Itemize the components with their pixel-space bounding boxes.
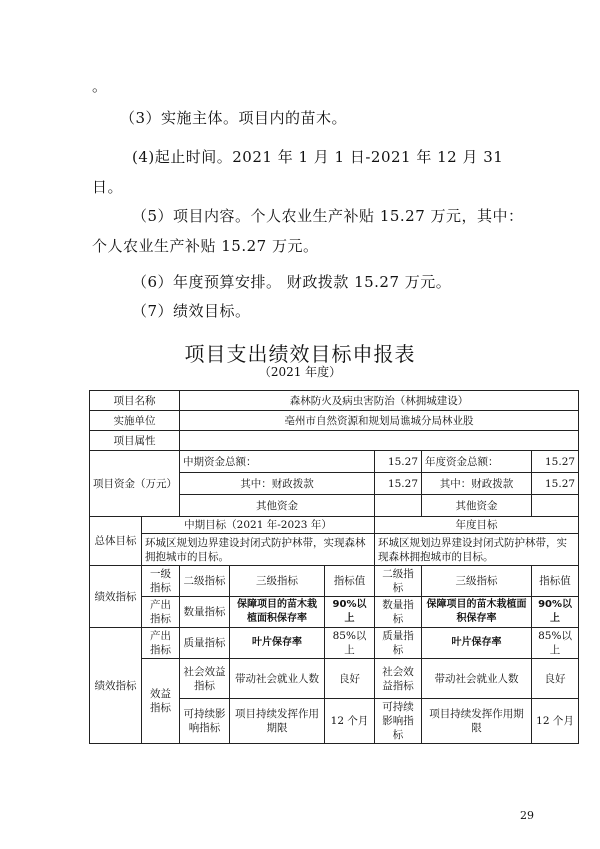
cell-level2: 二级指标 bbox=[180, 566, 230, 597]
cell-year-quantity: 数量指标 bbox=[375, 597, 422, 628]
cell-mid-fiscal-label: 其中：财政拨款 bbox=[180, 473, 375, 495]
cell-sustain-val: 12 个月 bbox=[325, 699, 375, 744]
cell-year-sustain-val: 12 个月 bbox=[532, 699, 579, 744]
performance-table bbox=[89, 390, 579, 744]
cell-year-quantity-val: 90%以上 bbox=[532, 597, 579, 628]
cell-year-quality-val: 85%以上 bbox=[532, 628, 579, 659]
cell-mid-total: 15.27 bbox=[375, 451, 422, 473]
cell-output: 产出指标 bbox=[142, 597, 180, 628]
cell-mid-goal: 环城区规划边界建设封闭式防护林带，实现森林拥抱城市的目标。 bbox=[142, 534, 375, 566]
cell-year-fiscal-label: 其中：财政拨款 bbox=[422, 473, 532, 495]
table-subtitle: （2021 年度） bbox=[258, 365, 342, 379]
paragraph-3: 日。 bbox=[92, 178, 124, 196]
cell-year-other-label: 其他资金 bbox=[422, 495, 532, 517]
cell-level3: 三级指标 bbox=[230, 566, 325, 597]
paragraph-5: 个人农业生产补贴 15.27 万元。 bbox=[92, 237, 319, 255]
cell-sustain-ind: 项目持续发挥作用期限 bbox=[230, 699, 325, 744]
cell-mid-fiscal: 15.27 bbox=[375, 473, 422, 495]
cell-attr bbox=[180, 431, 579, 451]
cell-year-value: 指标值 bbox=[532, 566, 579, 597]
cell-mid-other-label: 其他资金 bbox=[180, 495, 375, 517]
cell-quantity-val: 90%以上 bbox=[325, 597, 375, 628]
table-row bbox=[90, 391, 579, 411]
table-row bbox=[90, 566, 579, 597]
cell-year-level2: 二级指标 bbox=[375, 566, 422, 597]
table-row bbox=[90, 517, 579, 534]
cell-quality-val: 85%以上 bbox=[325, 628, 375, 659]
cell-value: 指标值 bbox=[325, 566, 375, 597]
cell-mid-total-label: 中期资金总额： bbox=[180, 451, 375, 473]
cell-project-name-label: 项目名称 bbox=[90, 391, 180, 411]
paragraph-7: （7）绩效目标。 bbox=[132, 302, 251, 320]
cell-year-social-ind: 带动社会就业人数 bbox=[422, 659, 532, 699]
cell-year-fiscal: 15.27 bbox=[532, 473, 579, 495]
paragraph-1: （3）实施主体。项目内的苗木。 bbox=[120, 109, 348, 127]
cell-mid-goal-label: 中期目标（2021 年-2023 年） bbox=[142, 517, 375, 534]
cell-quantity: 数量指标 bbox=[180, 597, 230, 628]
cell-year-sustain-ind: 项目持续发挥作用期限 bbox=[422, 699, 532, 744]
cell-benefit: 效益指标 bbox=[142, 659, 180, 744]
table-row bbox=[90, 451, 579, 473]
cell-year-social-val: 良好 bbox=[532, 659, 579, 699]
cell-quality-ind: 叶片保存率 bbox=[230, 628, 325, 659]
table-row bbox=[90, 597, 579, 628]
cell-social-val: 良好 bbox=[325, 659, 375, 699]
cell-unit-label: 实施单位 bbox=[90, 411, 180, 431]
table-row bbox=[90, 534, 579, 566]
cell-perf-label: 绩效指标 bbox=[90, 566, 142, 628]
paragraph-2: (4)起止时间。2021 年 1 月 1 日-2021 年 12 月 31 bbox=[132, 148, 504, 166]
cell-project-name: 森林防火及病虫害防治（林拥城建设） bbox=[180, 391, 579, 411]
cell-output-2: 产出指标 bbox=[142, 628, 180, 659]
cell-year-goal: 环城区规划边界建设封闭式防护林带，实现森林拥抱城市的目标。 bbox=[375, 534, 579, 566]
cell-perf-label-2: 绩效指标 bbox=[90, 628, 142, 744]
cell-sustain: 可持续影响指标 bbox=[180, 699, 230, 744]
table-row bbox=[90, 431, 579, 451]
cell-year-level3: 三级指标 bbox=[422, 566, 532, 597]
paragraph-4: （5）项目内容。个人农业生产补贴 15.27 万元，其中： bbox=[132, 207, 524, 225]
cell-year-quality-ind: 叶片保存率 bbox=[422, 628, 532, 659]
cell-social-ind: 带动社会就业人数 bbox=[230, 659, 325, 699]
cell-year-total-label: 年度资金总额： bbox=[422, 451, 532, 473]
cell-year-total: 15.27 bbox=[532, 451, 579, 473]
cell-year-sustain: 可持续影响指标 bbox=[375, 699, 422, 744]
cell-year-social: 社会效益指标 bbox=[375, 659, 422, 699]
cell-quantity-ind: 保障项目的苗木栽植面积保存率 bbox=[230, 597, 325, 628]
cell-overall-label: 总体目标 bbox=[90, 517, 142, 566]
cell-social: 社会效益指标 bbox=[180, 659, 230, 699]
page-number: 29 bbox=[520, 809, 534, 822]
cell-year-other bbox=[532, 495, 579, 517]
cell-mid-other bbox=[375, 495, 422, 517]
table-row bbox=[90, 628, 579, 659]
cell-funds-label: 项目资金（万元） bbox=[90, 451, 180, 517]
table-row bbox=[90, 659, 579, 699]
cell-year-goal-label: 年度目标 bbox=[375, 517, 579, 534]
cell-year-quantity-ind: 保障项目的苗木栽植面积保存率 bbox=[422, 597, 532, 628]
cell-attr-label: 项目属性 bbox=[90, 431, 180, 451]
cell-quality: 质量指标 bbox=[180, 628, 230, 659]
cell-unit: 亳州市自然资源和规划局谯城分局林业股 bbox=[180, 411, 579, 431]
table-title: 项目支出绩效目标申报表 bbox=[184, 342, 416, 366]
cell-year-quality: 质量指标 bbox=[375, 628, 422, 659]
cell-level1: 一级指标 bbox=[142, 566, 180, 597]
paragraph-6: （6）年度预算安排。 财政拨款 15.27 万元。 bbox=[132, 273, 452, 291]
paragraph-0: 。 bbox=[92, 77, 108, 95]
table-row bbox=[90, 411, 579, 431]
